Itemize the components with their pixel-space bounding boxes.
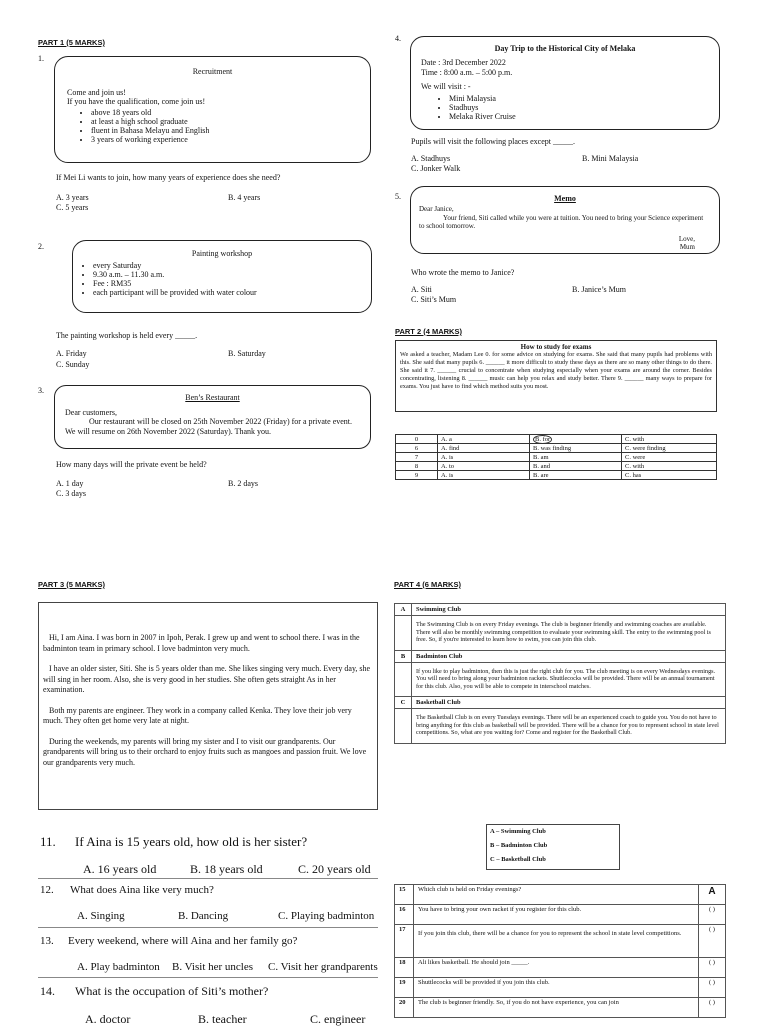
club-name: Basketball Club <box>412 697 726 709</box>
question-number: 15 <box>395 885 414 905</box>
question-number: 19 <box>395 978 414 998</box>
option-cell[interactable] <box>530 435 622 444</box>
divider <box>38 927 378 928</box>
q2-option-b[interactable]: B. Saturday <box>228 349 266 358</box>
table-row <box>396 453 717 462</box>
blank-cell <box>395 662 412 697</box>
q14-number: 14. <box>40 984 55 998</box>
part1-heading: PART 1 (5 MARKS) <box>38 38 105 47</box>
q4-option-b[interactable]: B. Mini Malaysia <box>582 154 639 163</box>
question-text: Shuttlecocks will be provided if you join this club. <box>414 978 699 998</box>
part2-heading: PART 2 (4 MARKS) <box>395 327 462 336</box>
option-cell[interactable]: A. to <box>438 462 530 471</box>
club-letter: A <box>395 604 412 616</box>
q2-question: The painting workshop is held every _____. <box>56 331 198 340</box>
part4-questions-table <box>394 884 726 1018</box>
divider <box>38 977 378 978</box>
club-row <box>395 616 726 651</box>
q4-visit: We will visit : - <box>421 82 471 91</box>
q5-closing2: Mum <box>679 243 695 251</box>
q2-number: 2. <box>38 242 44 251</box>
option-cell[interactable]: B. are <box>530 471 622 480</box>
option-cell[interactable]: A. a <box>438 435 530 444</box>
club-key-item: A – Swimming Club <box>490 828 546 835</box>
part3-para3: Both my parents are engineer. They work in a company called Kenka. They love their job very much. They often get home very late at night. <box>43 705 352 725</box>
club-description: If you like to play badminton, then this is just the right club for you. The club meeting is on every Wednesdays evenings. You will need to bring along your badminton rackets. Shuttlecocks will be provided. There will be an annual tournament for this club. Also, you will be able to compete in interschool matches. <box>412 662 726 697</box>
q5-option-c[interactable]: C. Siti’s Mum <box>411 295 457 304</box>
club-description: The Basketball Club is on every Tuesdays evenings. There will be an experienced coach to guide you. You do not have to bring anything for this club as basketball will be provided. There will be a chance for you to represent school in state level competitions. So, what are you waiting for? Come and register for the Basketball Club. <box>412 709 726 744</box>
q3-option-a[interactable]: A. 1 day <box>56 479 84 488</box>
club-row <box>395 709 726 744</box>
question-number: 16 <box>395 905 414 925</box>
option-cell[interactable]: B. was finding <box>530 444 622 453</box>
q1-line1: Come and join us! <box>67 88 126 97</box>
question-text: If you join this club, there will be a chance for you to represent the school in state level competitions. <box>414 925 699 958</box>
q11-text: If Aina is 15 years old, how old is her sister? <box>75 834 308 849</box>
table-row <box>395 958 726 978</box>
table-row <box>396 435 717 444</box>
table-row <box>395 905 726 925</box>
q14-option-c[interactable]: C. engineer <box>310 1012 366 1026</box>
q3-greeting: Dear customers, <box>65 408 117 417</box>
q12-number: 12. <box>40 884 54 896</box>
part2-passage: We asked a teacher, Madam Lee 0. for some advice on studying for exams. She said that many pupils had problems with this. She said that many pupils 6. ______ it more difficult to study these days as there are so many other things to do there. She said it 7. ______ crucial to concentrate when studying especially when your exams are around the corner. Besides concentrating, listening 8. ______ music can help you relax and study better. There 9. ______ many ways to prepare for exams. You just have to find which method suits you most. <box>400 351 712 390</box>
table-row <box>395 998 726 1018</box>
answer-cell[interactable]: ( ) <box>699 925 726 958</box>
question-number: 17 <box>395 925 414 958</box>
q14-option-a[interactable]: A. doctor <box>85 1012 131 1026</box>
q11-option-a[interactable]: A. 16 years old <box>83 862 157 876</box>
club-row <box>395 650 726 662</box>
option-cell[interactable]: C. were <box>622 453 717 462</box>
q13-number: 13. <box>40 935 54 947</box>
q1-bullet: • above 18 years old <box>91 108 370 117</box>
club-name: Badminton Club <box>412 650 726 662</box>
answer-cell[interactable]: A <box>699 885 726 905</box>
q4-option-a[interactable]: A. Stadhuys <box>411 154 451 163</box>
q5-number: 5. <box>395 192 401 201</box>
question-text: Ali likes basketball. He should join _____. <box>414 958 699 978</box>
club-key-item: B – Badminton Club <box>490 842 548 849</box>
q5-memo-box <box>410 186 720 254</box>
q2-option-a[interactable]: A. Friday <box>56 349 87 358</box>
row-number: 6 <box>396 444 438 453</box>
q12-option-a[interactable]: A. Singing <box>77 910 125 922</box>
row-number: 0 <box>396 435 438 444</box>
q2-bullets <box>73 261 371 297</box>
q5-body: Your friend, Siti called while you were at tuition. You need to bring your Science experiment to school tomorrow. <box>419 213 704 230</box>
q4-date: Date : 3rd December 2022 <box>421 58 506 67</box>
question-text: You have to bring your own racket if you register for this club. <box>414 905 699 925</box>
q4-option-c[interactable]: C. Jonker Walk <box>411 164 461 173</box>
club-name: Swimming Club <box>412 604 726 616</box>
option-cell[interactable]: A. is <box>438 453 530 462</box>
q1-title: Recruitment <box>192 67 233 76</box>
q11-number: 11. <box>40 834 56 849</box>
q2-bullet: • each participant will be provided with water colour <box>93 288 371 297</box>
q1-bullet: • at least a high school graduate <box>91 117 370 126</box>
option-cell[interactable]: B. am <box>530 453 622 462</box>
club-description: The Swimming Club is on every Friday evenings. The club is beginner friendly and swimming coaches are available. There will also be monthly swimming competition to evaluate your swimming skill. The entry to the swimming pool is free. So, if you're interested to learn how to swim, you can join this club. <box>412 616 726 651</box>
q5-greeting: Dear Janice, <box>419 205 454 213</box>
club-row <box>395 604 726 616</box>
q3-option-c[interactable]: C. 3 days <box>56 489 86 498</box>
part2-passage-box <box>395 340 717 412</box>
q1-notice-box <box>54 56 371 163</box>
answer-cell[interactable]: ( ) <box>699 978 726 998</box>
q14-option-b[interactable]: B. teacher <box>198 1012 247 1026</box>
row-number: 9 <box>396 471 438 480</box>
part3-para2: I have an older sister, Siti. She is 5 years older than me. She likes singing very much. Every day, she will sing in her room. Also, she is very good in her studies. She often gets straight As in her examination. <box>43 664 371 694</box>
q13-option-b[interactable]: B. Visit her uncles <box>172 961 254 973</box>
q1-line2: If you have the qualification, come join us! <box>67 97 206 106</box>
q4-number: 4. <box>395 34 401 43</box>
q4-bullet: • Stadhuys <box>449 103 719 112</box>
part3-heading: PART 3 (5 MARKS) <box>38 580 105 589</box>
q12-option-c[interactable]: C. Playing badminton <box>278 910 375 922</box>
club-letter: C <box>395 697 412 709</box>
q1-question: If Mei Li wants to join, how many years of experience does she need? <box>56 173 281 182</box>
option-cell[interactable]: B. and <box>530 462 622 471</box>
q4-notice-box <box>410 36 720 130</box>
question-number: 18 <box>395 958 414 978</box>
q11-option-b[interactable]: B. 18 years old <box>190 862 263 876</box>
q1-option-a[interactable]: A. 3 years <box>56 193 89 202</box>
part4-heading: PART 4 (6 MARKS) <box>394 580 461 589</box>
q3-title: Ben’s Restaurant <box>185 393 240 402</box>
q2-option-c[interactable]: C. Sunday <box>56 360 90 369</box>
table-row <box>396 444 717 453</box>
q4-title: Day Trip to the Historical City of Melaka <box>494 44 636 53</box>
club-key-item: C – Basketball Club <box>490 856 546 863</box>
q4-bullet: • Mini Malaysia <box>449 94 719 103</box>
option-cell[interactable]: C. with <box>622 435 717 444</box>
part4-clubs-table <box>394 603 726 744</box>
part3-passage-box <box>38 602 378 810</box>
table-row <box>396 462 717 471</box>
table-row <box>395 978 726 998</box>
option-cell[interactable]: A. find <box>438 444 530 453</box>
table-row <box>396 471 717 480</box>
q4-bullets <box>421 94 719 121</box>
q3-option-b[interactable]: B. 2 days <box>228 479 258 488</box>
q5-question: Who wrote the memo to Janice? <box>411 268 515 277</box>
q5-option-b[interactable]: B. Janice’s Mum <box>572 285 626 294</box>
q3-notice-box <box>54 385 371 449</box>
q2-bullet: • every Saturday <box>93 261 371 270</box>
table-row <box>395 925 726 958</box>
q4-time: Time : 8:00 a.m. – 5:00 p.m. <box>421 68 513 77</box>
q1-bullets <box>67 108 370 144</box>
circled-answer: B. for <box>535 435 551 443</box>
option-cell[interactable]: C. has <box>622 471 717 480</box>
q3-question: How many days will the private event be held? <box>56 460 207 469</box>
club-row <box>395 697 726 709</box>
q13-option-a[interactable]: A. Play badminton <box>77 961 160 973</box>
part3-para1: Hi, I am Aina. I was born in 2007 in Ipoh, Perak. I grew up and went to school there. I was in the badminton team in primary school. I love badminton very much. <box>43 633 360 653</box>
q3-number: 3. <box>38 386 44 395</box>
q1-bullet: • fluent in Bahasa Melayu and English <box>91 126 370 135</box>
q1-bullet: • 3 years of working experience <box>91 135 370 144</box>
q5-closing1: Love, <box>678 234 695 243</box>
club-key-box <box>486 824 620 870</box>
part3-para4: During the weekends, my parents will bring my sister and I to visit our grandparents. Our grandparents will bring us to their orchard to enjoy fruits such as mangoes and passion fruit. We love our grandparents very much. <box>43 736 367 767</box>
answer-cell[interactable]: ( ) <box>699 905 726 925</box>
blank-cell <box>395 709 412 744</box>
q11-option-c[interactable]: C. 20 years old <box>298 862 371 876</box>
q13-text: Every weekend, where will Aina and her family go? <box>68 935 298 947</box>
club-row <box>395 662 726 697</box>
q2-bullet: • 9.30 a.m. – 11.30 a.m. <box>93 270 371 279</box>
q1-option-c[interactable]: C. 5 years <box>56 203 89 212</box>
answer-cell[interactable]: ( ) <box>699 998 726 1018</box>
option-cell[interactable]: C. with <box>622 462 717 471</box>
q1-option-b[interactable]: B. 4 years <box>228 193 261 202</box>
q5-title: Memo <box>554 194 576 203</box>
q12-option-b[interactable]: B. Dancing <box>178 910 229 922</box>
q2-title: Painting workshop <box>191 249 253 258</box>
question-text: Which club is held on Friday evenings? <box>414 885 699 905</box>
q4-bullet: • Melaka River Cruise <box>449 112 719 121</box>
option-cell[interactable]: A. is <box>438 471 530 480</box>
part2-title: How to study for exams <box>520 343 592 351</box>
option-cell[interactable]: C. were finding <box>622 444 717 453</box>
row-number: 7 <box>396 453 438 462</box>
row-number: 8 <box>396 462 438 471</box>
q5-option-a[interactable]: A. Siti <box>411 285 432 294</box>
question-number: 20 <box>395 998 414 1018</box>
divider <box>38 878 378 879</box>
table-row <box>395 885 726 905</box>
q2-bullet: • Fee : RM35 <box>93 279 371 288</box>
q14-text: What is the occupation of Siti’s mother? <box>75 984 269 998</box>
blank-cell <box>395 616 412 651</box>
question-text: The club is beginner friendly. So, if you do not have experience, you can join <box>414 998 699 1018</box>
q4-question: Pupils will visit the following places except _____. <box>411 137 575 146</box>
answer-cell[interactable]: ( ) <box>699 958 726 978</box>
part2-answer-table <box>395 434 717 480</box>
q2-notice-box <box>72 240 372 313</box>
q13-option-c[interactable]: C. Visit her grandparents <box>268 961 378 973</box>
q3-body: Our restaurant will be closed on 25th November 2022 (Friday) for a private event. We will resume on 26th November 2022 (Saturday). Thank you. <box>65 417 353 436</box>
q12-text: What does Aina like very much? <box>70 884 214 896</box>
q1-number: 1. <box>38 54 44 63</box>
club-letter: B <box>395 650 412 662</box>
